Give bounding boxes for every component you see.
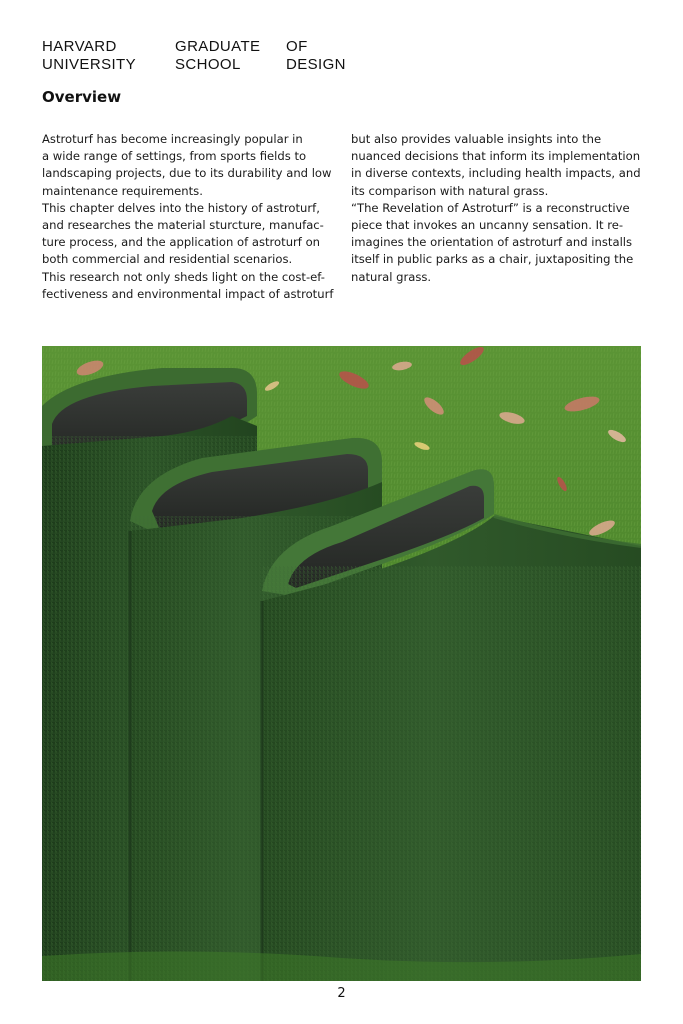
body-line: a wide range of settings, from sports fields to — [42, 149, 307, 164]
page-number: 2 — [337, 986, 346, 1001]
body-line: nuanced decisions that inform its implementation — [351, 149, 641, 164]
body-line: both commercial and residential scenarios. — [42, 252, 293, 267]
logo-word: HARVARD — [42, 38, 117, 55]
body-line: This chapter delves into the history of astroturf, — [42, 200, 320, 215]
logo-column-of-design — [286, 38, 366, 74]
body-text-right-column — [351, 131, 646, 286]
logo-word: OF — [286, 38, 308, 55]
body-line: maintenance requirements. — [42, 183, 203, 198]
body-line: Astroturf has become increasingly popular in — [42, 132, 303, 146]
gsd-logo — [42, 38, 366, 74]
body-line: natural grass. — [351, 269, 432, 284]
body-line: in diverse contexts, including health impacts, and — [351, 166, 641, 181]
body-line: fectiveness and environmental impact of astroturf — [42, 286, 334, 301]
body-line: This research not only sheds light on the cost-ef- — [42, 269, 325, 284]
body-line: and researches the material sturcture, manufac- — [42, 218, 324, 233]
body-text-left-column — [42, 131, 342, 303]
body-line: its comparison with natural grass. — [351, 183, 549, 198]
body-line: “The Revelation of Astroturf” is a reconstructive — [351, 200, 630, 215]
body-line: imagines the orientation of astroturf and installs — [351, 235, 633, 250]
logo-word: DESIGN — [286, 56, 346, 73]
body-line: itself in public parks as a chair, juxtapositing the — [351, 252, 634, 267]
body-line: piece that invokes an uncanny sensation. It re- — [351, 218, 624, 233]
logo-word: UNIVERSITY — [42, 56, 137, 73]
logo-column-graduate-school — [175, 38, 286, 74]
body-line: landscaping projects, due to its durability and low — [42, 166, 332, 181]
body-line: but also provides valuable insights into the — [351, 132, 602, 146]
logo-column-harvard-university — [42, 38, 175, 74]
astroturf-installation-photo — [42, 346, 641, 981]
turf-fold-front — [262, 469, 641, 981]
section-heading: Overview — [42, 88, 122, 106]
logo-word: SCHOOL — [175, 56, 241, 73]
body-line: ture process, and the application of astroturf on — [42, 235, 321, 250]
logo-word: GRADUATE — [175, 38, 261, 55]
